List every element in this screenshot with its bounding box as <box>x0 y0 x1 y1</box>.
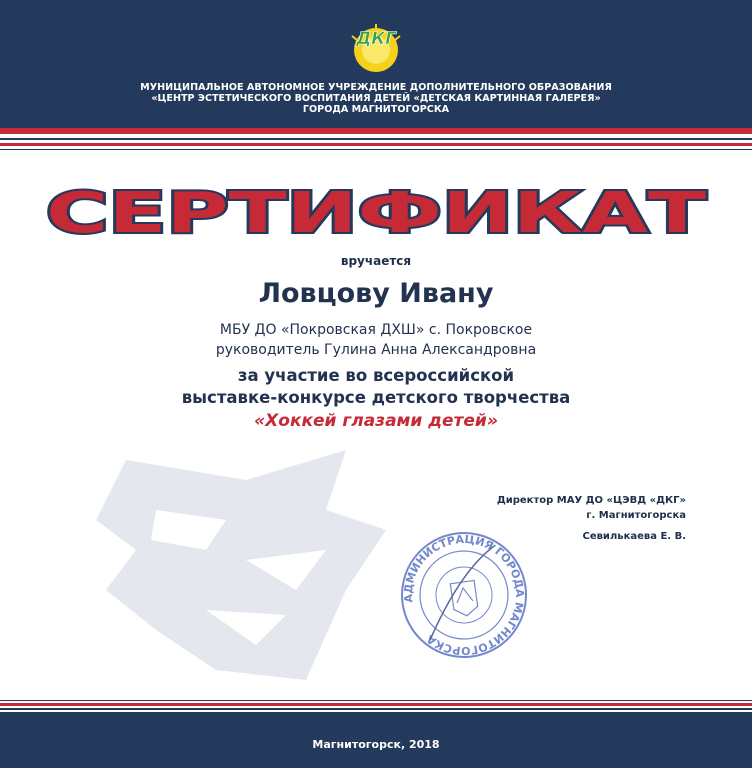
org-line: «ЦЕНТР ЭСТЕТИЧЕСКОГО ВОСПИТАНИЯ ДЕТЕЙ «ДЕТСКАЯ КАРТИННАЯ ГАЛЕРЕЯ» <box>151 93 601 104</box>
org-line: ГОРОДА МАГНИТОГОРСКА <box>302 104 450 115</box>
header-band <box>0 0 752 128</box>
signature-title: Директор МАУ ДО «ЦЭВД «ДКГ» <box>496 495 686 506</box>
footer-red-line <box>0 703 752 706</box>
svg-text:СЕРТИФИКАТ: СЕРТИФИКАТ <box>46 181 706 246</box>
leader-name: руководитель Гулина Анна Александровна <box>215 342 537 358</box>
certificate-title <box>26 178 726 248</box>
svg-text:АДМИНИСТРАЦИЯ ГОРОДА МАГНИТОГО: АДМИНИСТРАЦИЯ ГОРОДА МАГНИТОГОРСКА <box>401 532 527 658</box>
place-year: Магнитогорск, 2018 <box>312 738 440 751</box>
purpose-line-1: за участие во всероссийской <box>237 366 515 385</box>
footer-band <box>0 712 752 768</box>
header-navy-line <box>0 138 752 140</box>
org-line: МУНИЦИПАЛЬНОЕ АВТОНОМНОЕ УЧРЕЖДЕНИЕ ДОПОЛНИТЕЛЬНОГО ОБРАЗОВАНИЯ <box>140 82 612 93</box>
recipient-name: Ловцову Ивану <box>258 278 494 309</box>
header-thin-line <box>0 149 752 150</box>
signature-name: Севилькаева Е. В. <box>582 531 686 542</box>
official-stamp <box>384 530 544 660</box>
organization-name <box>60 82 692 115</box>
signature-city: г. Магнитогорска <box>586 510 686 521</box>
school-name: МБУ ДО «Покровская ДХШ» с. Покровское <box>219 322 533 338</box>
purpose-line-2: выставке-конкурсе детского творчества <box>181 388 571 407</box>
header-red-line <box>0 143 752 146</box>
dkg-logo <box>336 20 416 74</box>
header-red-stripe <box>0 128 752 134</box>
svg-text:ДКГ: ДКГ <box>356 29 396 49</box>
wolf-watermark <box>96 440 386 690</box>
signature-stroke <box>418 545 507 640</box>
presented-label: вручается <box>340 254 412 268</box>
footer-navy-line <box>0 708 752 710</box>
contest-name: «Хоккей глазами детей» <box>254 411 498 431</box>
footer-thin-line <box>0 700 752 701</box>
